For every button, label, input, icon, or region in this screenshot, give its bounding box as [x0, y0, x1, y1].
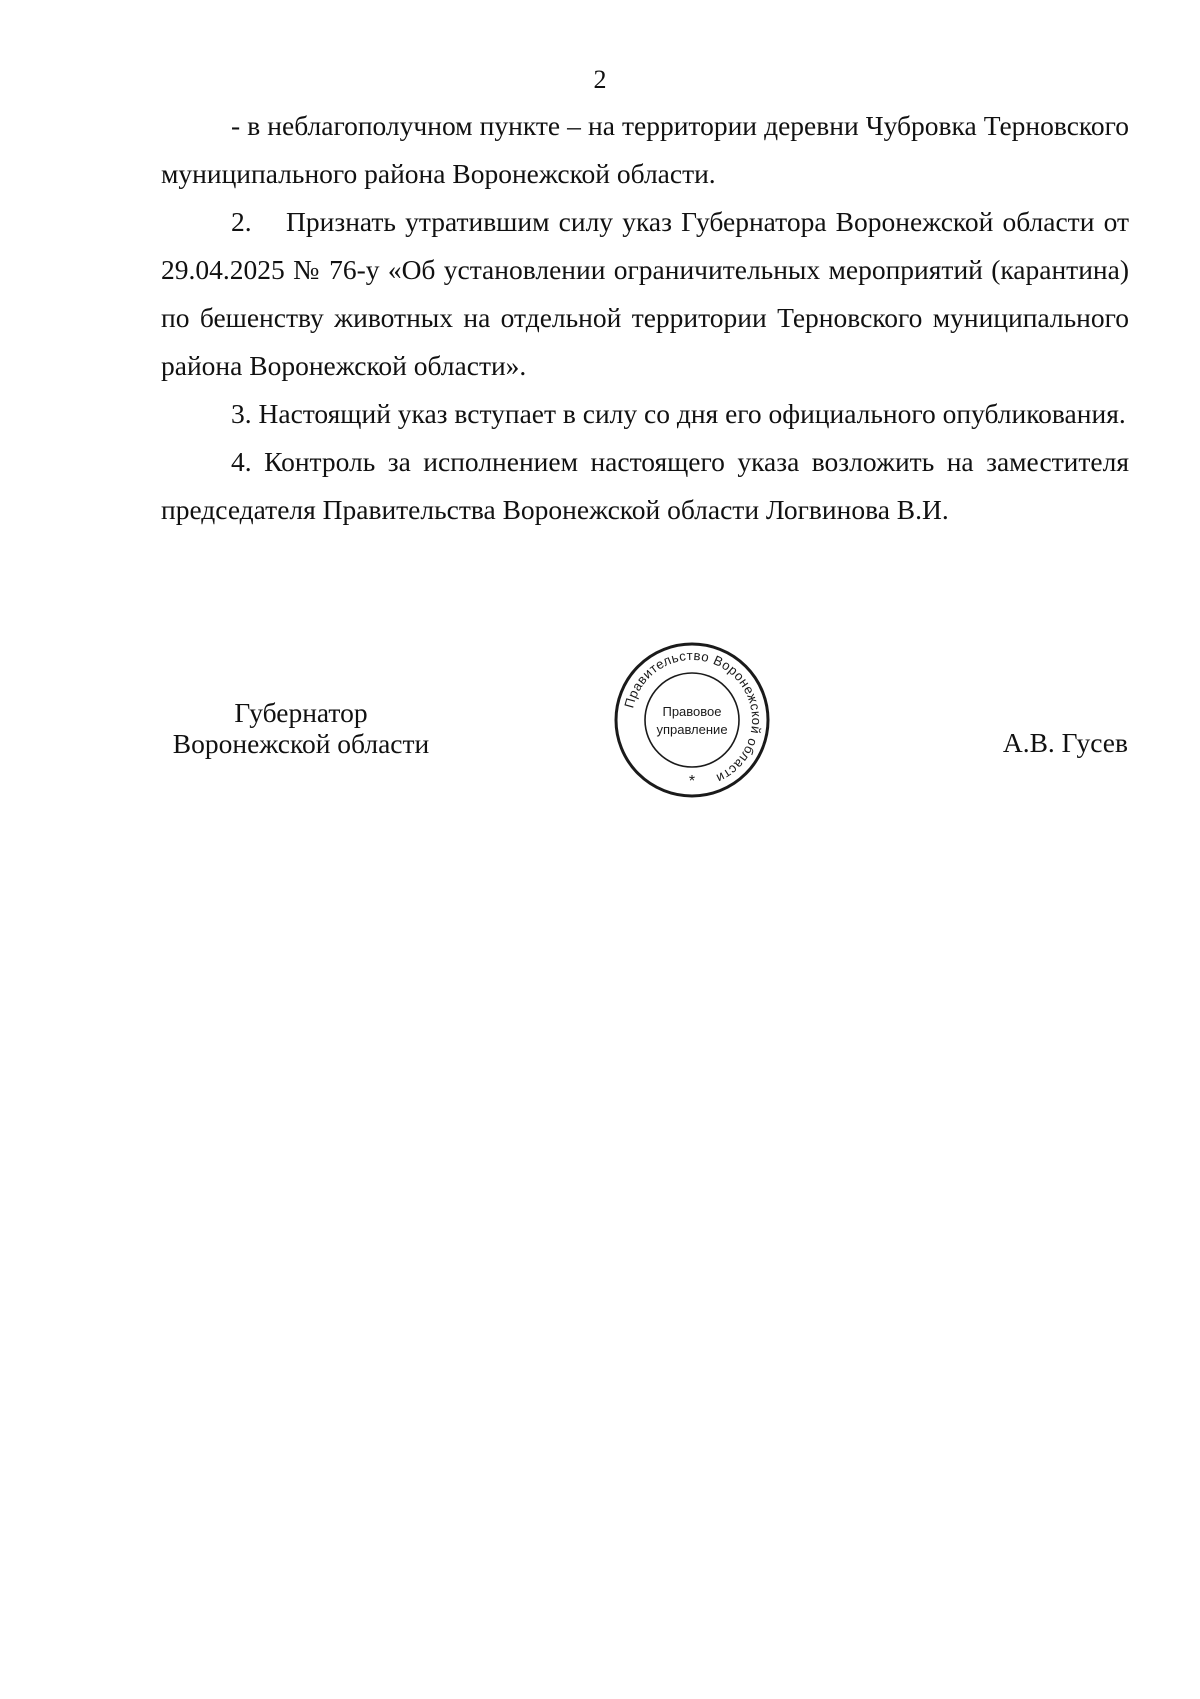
- stamp-star: *: [688, 773, 696, 790]
- signatory-position: [166, 697, 436, 759]
- document-body: [161, 102, 1129, 534]
- paragraph-2-text: Признать утратившим силу указ Губернатора Воронежской области от 29.04.2025 № 76-у «Об установлении ограничительных мероприятий (карантина) по бешенству животных на отдельной территории Терновского муниципального района Воронежской области».: [161, 206, 1129, 381]
- stamp-outer-text: Правительство Воронежской области: [621, 647, 765, 787]
- paragraph-3: 3. Настоящий указ вступает в силу со дня его официального опубликования.: [231, 398, 1126, 429]
- official-stamp: [612, 640, 772, 800]
- page-number: 2: [593, 65, 607, 94]
- signatory-position-line1: Губернатор: [234, 697, 368, 728]
- stamp-inner-ring: [645, 673, 739, 767]
- signatory-position-line2: Воронежской области: [172, 728, 430, 759]
- paragraph-2-number: 2.: [231, 206, 252, 237]
- stamp-inner-line2: управление: [656, 722, 728, 737]
- paragraph-1: - в неблагополучном пункте – на территории деревни Чубровка Терновского муниципального района Воронежской области.: [161, 110, 1129, 189]
- paragraph-4: 4. Контроль за исполнением настоящего указа возложить на заместителя председателя Правительства Воронежской области Логвинова В.И.: [161, 446, 1129, 525]
- signatory-name: А.В. Гусев: [1002, 727, 1128, 758]
- stamp-inner-line1: Правовое: [662, 704, 722, 719]
- paragraph-2: [161, 198, 1129, 390]
